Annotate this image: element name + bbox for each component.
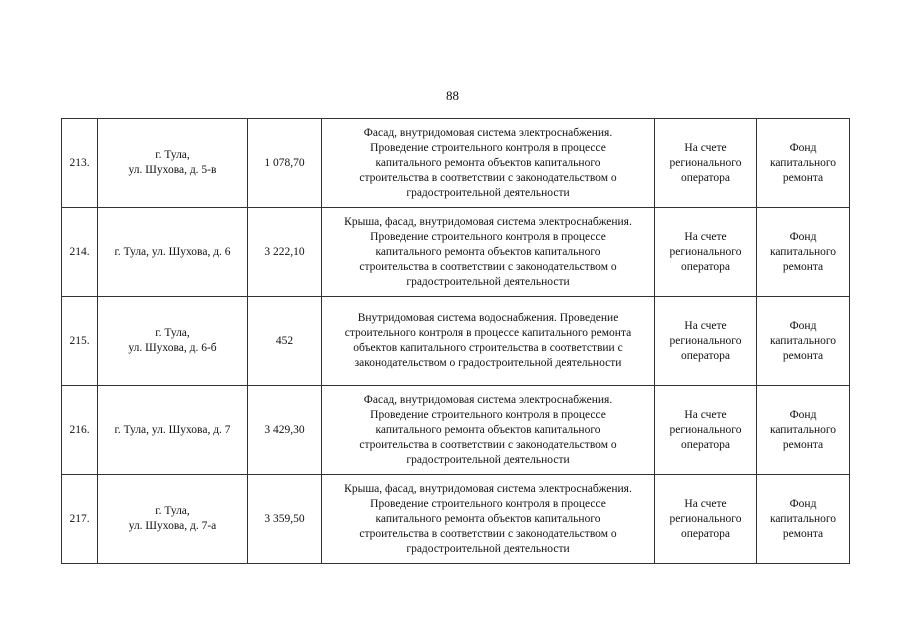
work-description-cell: Крыша, фасад, внутридомовая система электроснабжения. Проведение строительного контроля в процессе капитального ремонта объектов капитального строительства в соответствии с законодательством о градостроительной деятельности [322,475,655,564]
area-cell: 452 [248,297,322,386]
table-row [62,297,850,386]
fund-cell: Фонд капитального ремонта [757,475,850,564]
address-cell: г. Тула, ул. Шухова, д. 5-в [98,119,248,208]
work-description-cell: Фасад, внутридомовая система электроснабжения. Проведение строительного контроля в процессе капитального ремонта объектов капитального строительства в соответствии с законодательством о градостроительной деятельности [322,386,655,475]
fund-cell: Фонд капитального ремонта [757,386,850,475]
account-cell: На счете регионального оператора [655,119,757,208]
address-cell: г. Тула, ул. Шухова, д. 6 [98,208,248,297]
work-description-cell: Внутридомовая система водоснабжения. Проведение строительного контроля в процессе капитального ремонта объектов капитального строительства в соответствии с законодательством о градостроительной деятельности [322,297,655,386]
table-row [62,386,850,475]
area-cell: 3 222,10 [248,208,322,297]
area-cell: 1 078,70 [248,119,322,208]
address-cell: г. Тула, ул. Шухова, д. 7 [98,386,248,475]
table-row [62,475,850,564]
row-number: 216. [62,386,98,475]
table-row [62,208,850,297]
work-description-cell: Крыша, фасад, внутридомовая система электроснабжения. Проведение строительного контроля в процессе капитального ремонта объектов капитального строительства в соответствии с законодательством о градостроительной деятельности [322,208,655,297]
address-cell: г. Тула, ул. Шухова, д. 7-а [98,475,248,564]
area-cell: 3 429,30 [248,386,322,475]
repair-works-table [61,118,850,564]
row-number: 217. [62,475,98,564]
fund-cell: Фонд капитального ремонта [757,297,850,386]
address-cell: г. Тула, ул. Шухова, д. 6-б [98,297,248,386]
work-description-cell: Фасад, внутридомовая система электроснабжения. Проведение строительного контроля в процессе капитального ремонта объектов капитального строительства в соответствии с законодательством о градостроительной деятельности [322,119,655,208]
account-cell: На счете регионального оператора [655,386,757,475]
row-number: 213. [62,119,98,208]
fund-cell: Фонд капитального ремонта [757,119,850,208]
area-cell: 3 359,50 [248,475,322,564]
table-row [62,119,850,208]
account-cell: На счете регионального оператора [655,475,757,564]
account-cell: На счете регионального оператора [655,297,757,386]
account-cell: На счете регионального оператора [655,208,757,297]
row-number: 215. [62,297,98,386]
page-number: 88 [446,88,459,103]
row-number: 214. [62,208,98,297]
fund-cell: Фонд капитального ремонта [757,208,850,297]
